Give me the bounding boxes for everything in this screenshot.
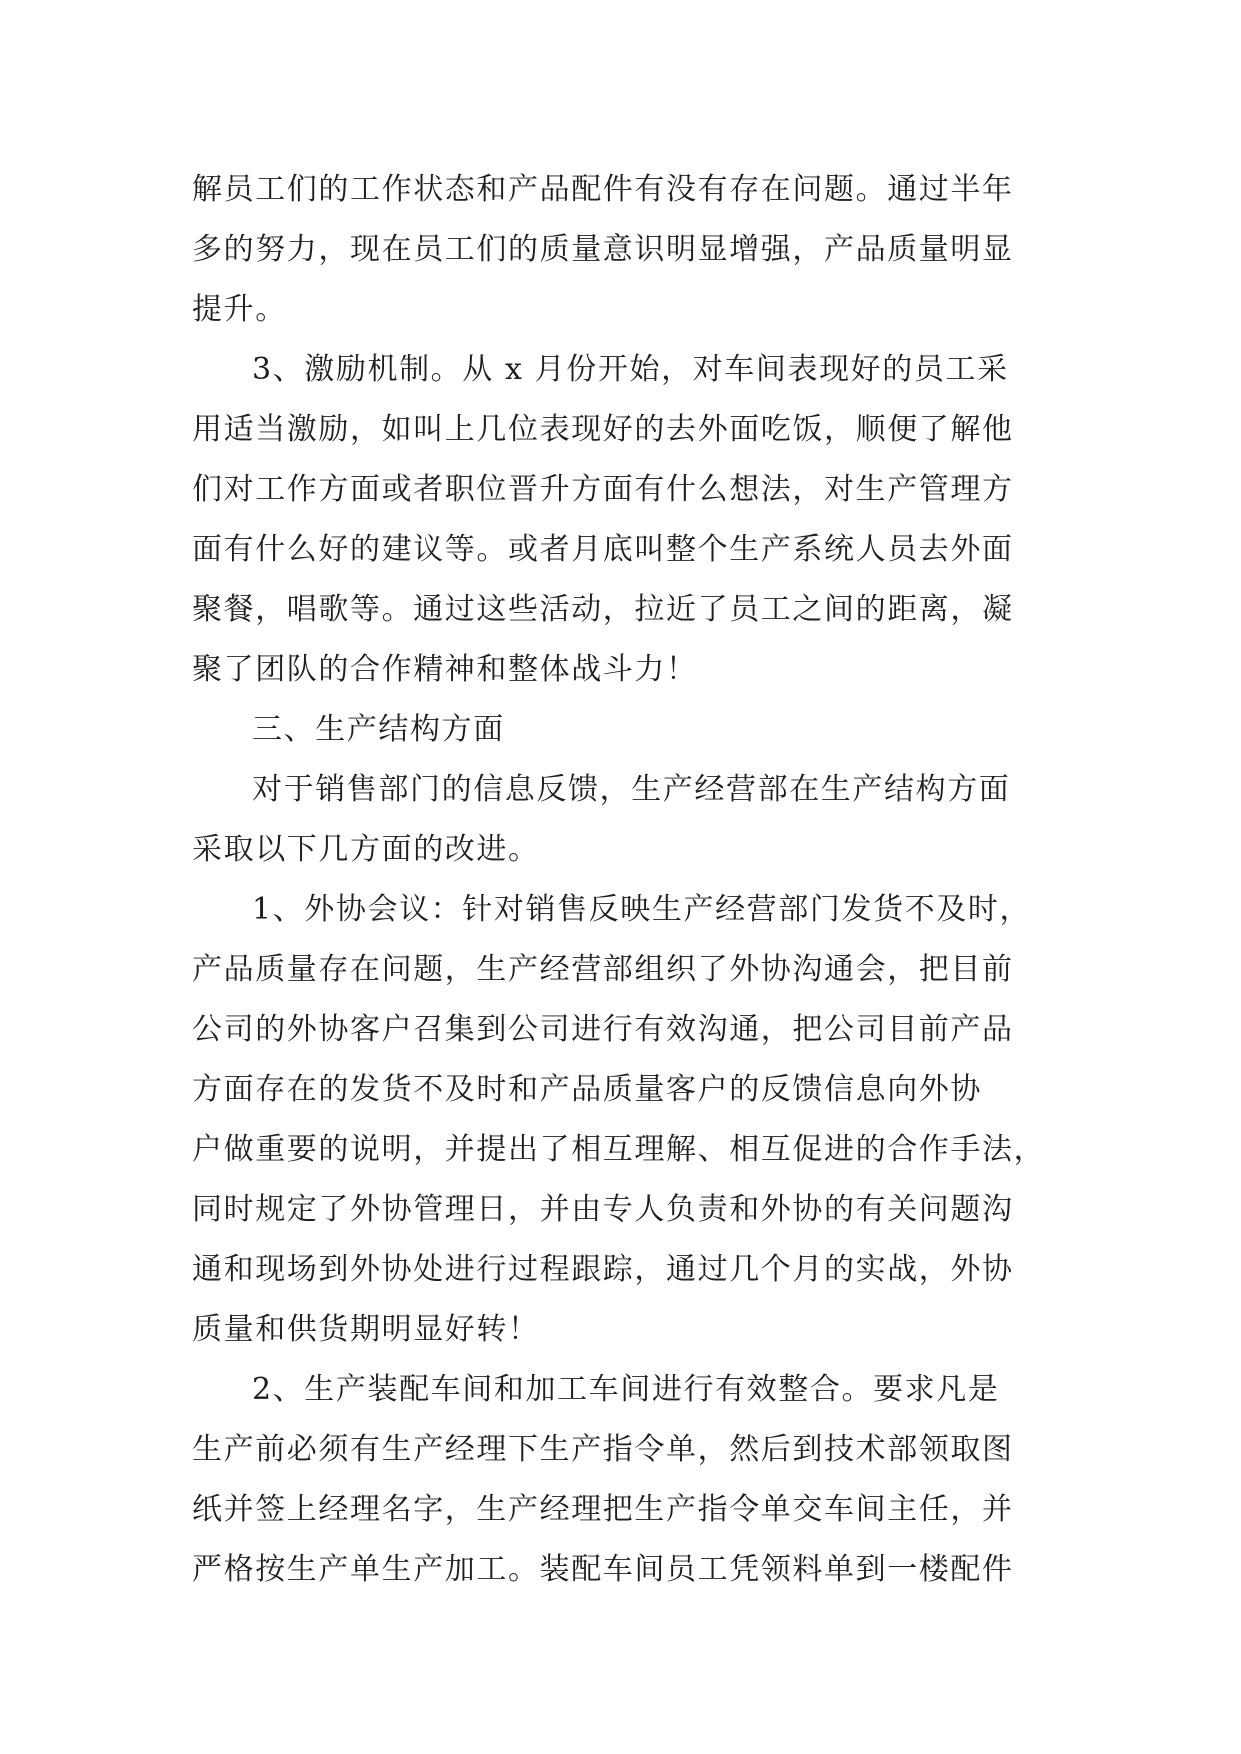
text-line: 聚了团队的合作精神和整体战斗力！ — [192, 652, 698, 687]
text-line: 严格按生产单生产加工。装配车间员工凭领料单到一楼配件 — [192, 1552, 1014, 1587]
text-line: 们对工作方面或者职位晋升方面有什么想法，对生产管理方 — [192, 472, 1014, 507]
text-line: 提升。 — [192, 292, 287, 327]
text-line: 三、生产结构方面 — [252, 712, 505, 747]
text-line: 面有什么好的建议等。或者月底叫整个生产系统人员去外面 — [192, 532, 1014, 567]
text-line: 采取以下几方面的改进。 — [192, 832, 540, 867]
text-line: 公司的外协客户召集到公司进行有效沟通，把公司目前产品 — [192, 1012, 1014, 1047]
text-line: 多的努力，现在员工们的质量意识明显增强，产品质量明显 — [192, 232, 1014, 267]
text-line: 产品质量存在问题，生产经营部组织了外协沟通会，把目前 — [192, 952, 1014, 987]
text-line: 对于销售部门的信息反馈，生产经营部在生产结构方面 — [252, 772, 1011, 807]
text-line: 聚餐，唱歌等。通过这些活动，拉近了员工之间的距离，凝 — [192, 592, 1014, 627]
text-line: 通和现场到外协处进行过程跟踪，通过几个月的实战，外协 — [192, 1252, 1014, 1287]
text-line: 解员工们的工作状态和产品配件有没有存在问题。通过半年 — [192, 172, 1014, 207]
text-line: 用适当激励，如叫上几位表现好的去外面吃饭，顺便了解他 — [192, 412, 1014, 447]
document-body — [192, 160, 1048, 1600]
text-line: 方面存在的发货不及时和产品质量客户的反馈信息向外协 — [192, 1072, 982, 1107]
text-line: 质量和供货期明显好转！ — [192, 1312, 540, 1347]
text-line: 户做重要的说明，并提出了相互理解、相互促进的合作手法， — [192, 1132, 1046, 1167]
text-line: 纸并签上经理名字，生产经理把生产指令单交车间主任，并 — [192, 1492, 1014, 1527]
text-line: 同时规定了外协管理日，并由专人负责和外协的有关问题沟 — [192, 1192, 1014, 1227]
text-line: 1、外协会议：针对销售反映生产经营部门发货不及时， — [252, 892, 1032, 927]
text-line: 2、生产装配车间和加工车间进行有效整合。要求凡是 — [252, 1372, 1000, 1407]
text-line: 生产前必须有生产经理下生产指令单，然后到技术部领取图 — [192, 1432, 1014, 1467]
text-line: 3、激励机制。从 x 月份开始，对车间表现好的员工采 — [252, 352, 1009, 387]
